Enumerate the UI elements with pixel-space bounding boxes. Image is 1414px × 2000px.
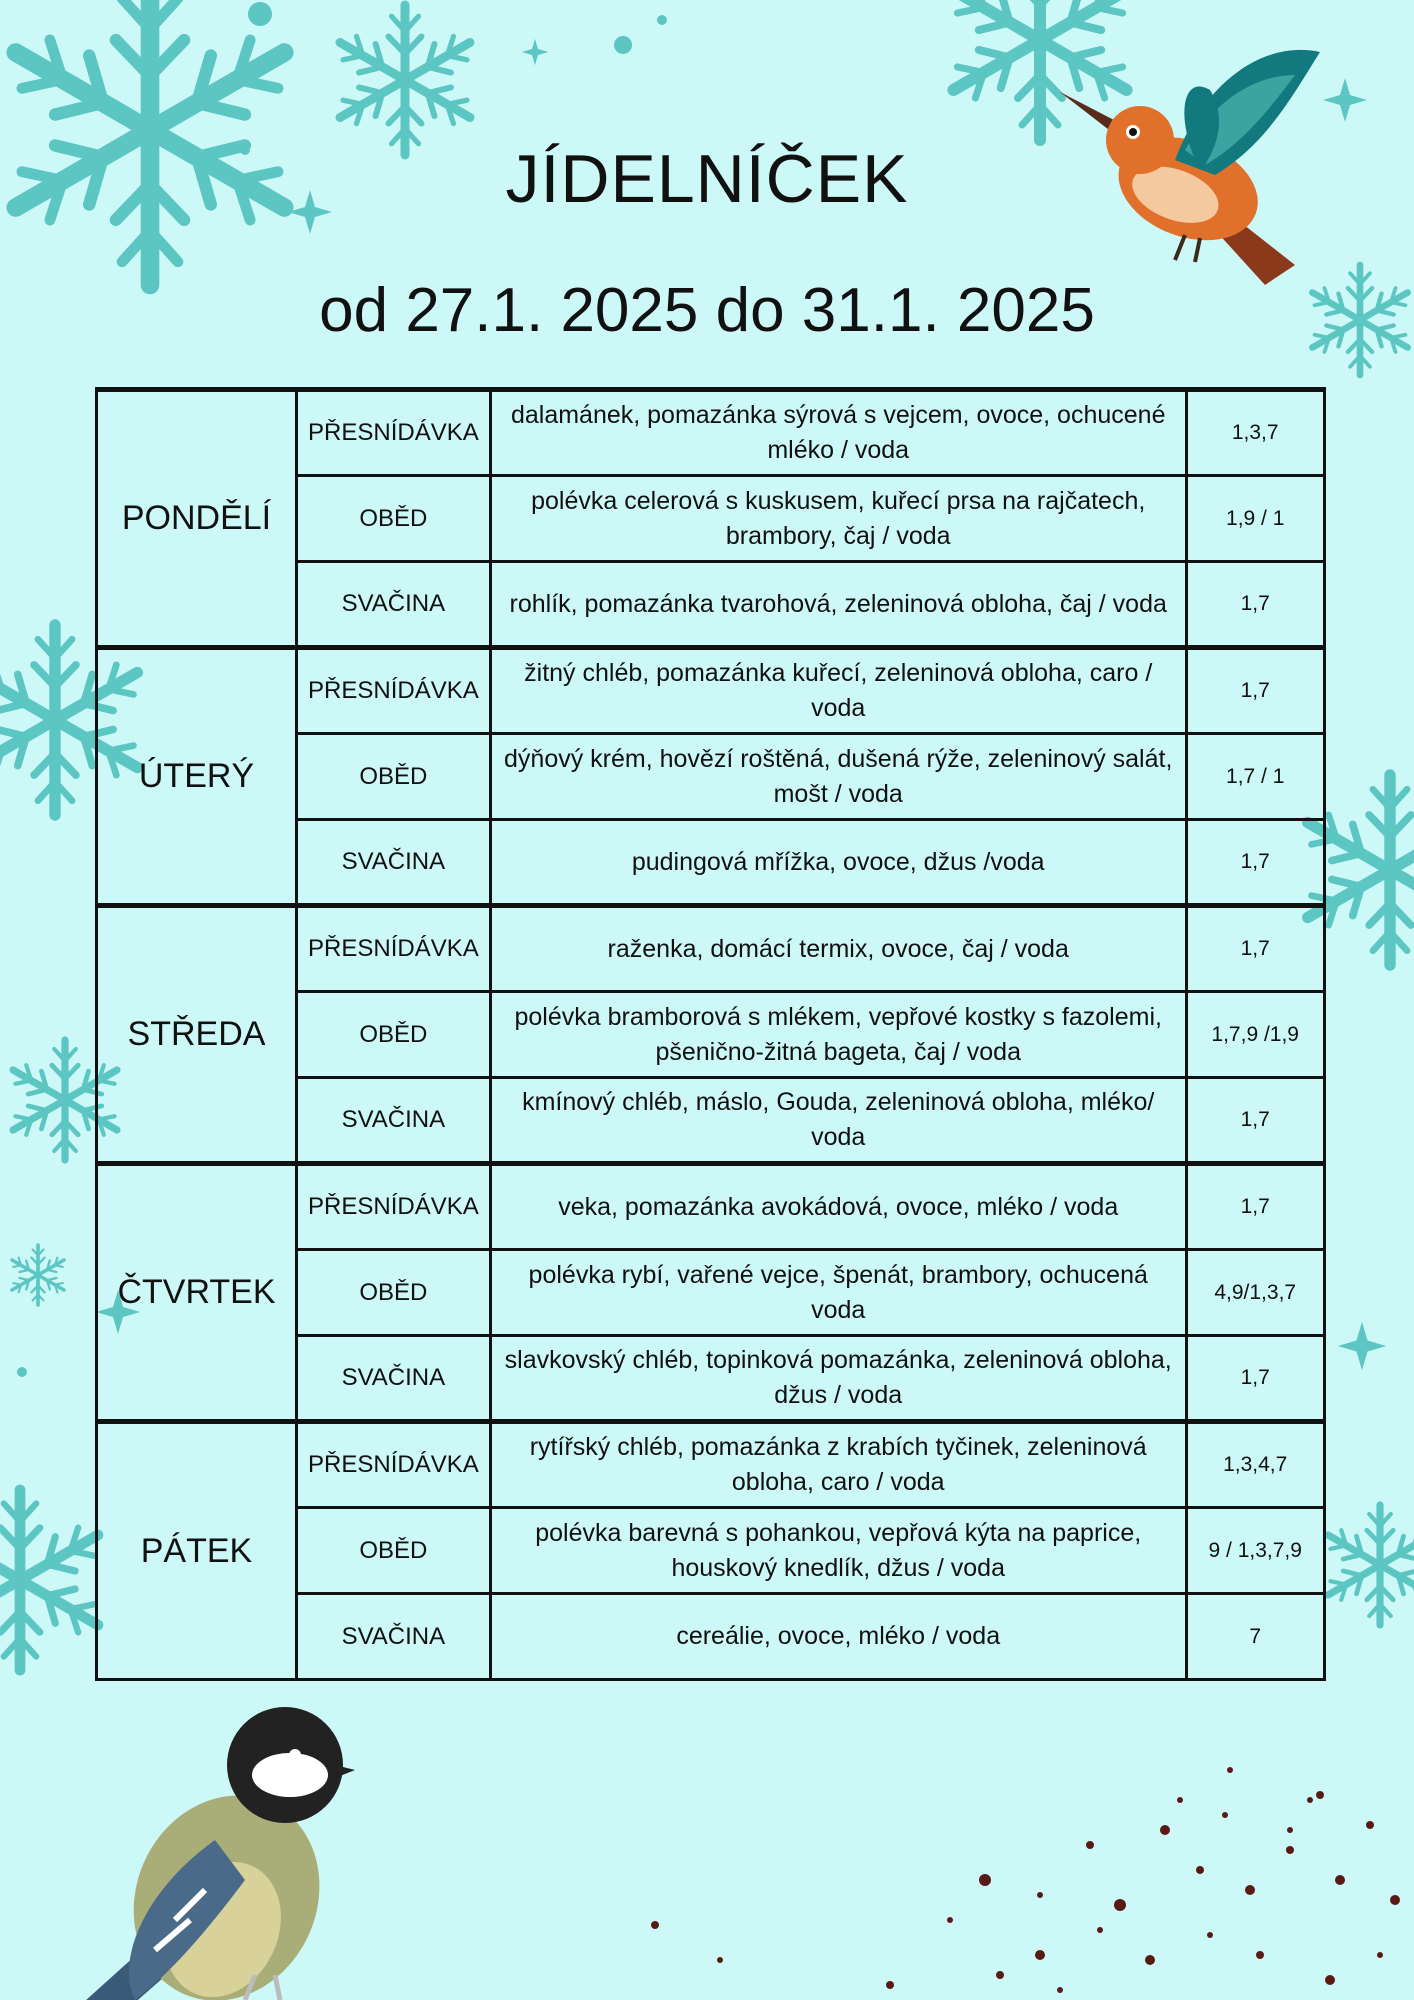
snowflake-icon (1321, 1505, 1414, 1625)
meal-type: PŘESNÍDÁVKA (297, 390, 491, 476)
allergens: 9 / 1,3,7,9 (1186, 1508, 1324, 1594)
sparkle-icon (522, 39, 548, 65)
meal-type: SVAČINA (297, 1078, 491, 1164)
tit-bird-icon (75, 1707, 355, 2000)
meal-description: žitný chléb, pomazánka kuřecí, zeleninová obloha, caro / voda (490, 648, 1186, 734)
meal-type: OBĚD (297, 1508, 491, 1594)
meal-description: raženka, domácí termix, ovoce, čaj / voda (490, 906, 1186, 992)
meal-type: PŘESNÍDÁVKA (297, 1164, 491, 1250)
table-row (97, 1164, 1325, 1250)
meal-type: OBĚD (297, 1250, 491, 1336)
allergens: 1,7 (1186, 906, 1324, 992)
table-row (97, 906, 1325, 992)
day-name: ČTVRTEK (97, 1164, 297, 1422)
sparkle-icon (1323, 78, 1367, 122)
date-range: od 27.1. 2025 do 31.1. 2025 (319, 276, 1095, 345)
allergens: 1,7 (1186, 820, 1324, 906)
allergens: 1,7 / 1 (1186, 734, 1324, 820)
meal-description: kmínový chléb, máslo, Gouda, zeleninová obloha, mléko/ voda (490, 1078, 1186, 1164)
table-row (97, 1422, 1325, 1508)
meal-description: polévka rybí, vařené vejce, špenát, brambory, ochucená voda (490, 1250, 1186, 1336)
meal-type: OBĚD (297, 476, 491, 562)
snowflake-icon (9, 1245, 68, 1305)
allergens: 7 (1186, 1594, 1324, 1680)
allergens: 1,7,9 /1,9 (1186, 992, 1324, 1078)
meal-description: dalamánek, pomazánka sýrová s vejcem, ovoce, ochucené mléko / voda (490, 390, 1186, 476)
allergens: 1,9 / 1 (1186, 476, 1324, 562)
meal-description: polévka bramborová s mlékem, vepřové kostky s fazolemi, pšenično-žitná bageta, čaj / voda (490, 992, 1186, 1078)
meal-description: rohlík, pomazánka tvarohová, zeleninová obloha, čaj / voda (490, 562, 1186, 648)
meal-type: SVAČINA (297, 1594, 491, 1680)
day-name: STŘEDA (97, 906, 297, 1164)
meal-type: PŘESNÍDÁVKA (297, 648, 491, 734)
meal-type: SVAČINA (297, 820, 491, 906)
allergens: 1,7 (1186, 1078, 1324, 1164)
snowflake-icon (0, 1490, 108, 1670)
allergens: 1,7 (1186, 648, 1324, 734)
allergens: 1,3,4,7 (1186, 1422, 1324, 1508)
meal-type: SVAČINA (297, 1336, 491, 1422)
meal-description: pudingová mřížka, ovoce, džus /voda (490, 820, 1186, 906)
meal-type: OBĚD (297, 734, 491, 820)
menu-table (95, 387, 1326, 1681)
allergens: 1,3,7 (1186, 390, 1324, 476)
day-name: PÁTEK (97, 1422, 297, 1680)
snowflake-icon (332, 5, 478, 155)
day-name: ÚTERÝ (97, 648, 297, 906)
table-row (97, 648, 1325, 734)
meal-description: polévka celerová s kuskusem, kuřecí prsa na rajčatech, brambory, čaj / voda (490, 476, 1186, 562)
meal-description: cereálie, ovoce, mléko / voda (490, 1594, 1186, 1680)
meal-description: polévka barevná s pohankou, vepřová kýta na paprice, houskový knedlík, džus / voda (490, 1508, 1186, 1594)
allergens: 4,9/1,3,7 (1186, 1250, 1324, 1336)
allergens: 1,7 (1186, 1336, 1324, 1422)
meal-type: OBĚD (297, 992, 491, 1078)
day-name: PONDĚLÍ (97, 390, 297, 648)
allergens: 1,7 (1186, 1164, 1324, 1250)
meal-type: SVAČINA (297, 562, 491, 648)
meal-type: PŘESNÍDÁVKA (297, 906, 491, 992)
meal-description: veka, pomazánka avokádová, ovoce, mléko / voda (490, 1164, 1186, 1250)
meal-description: rytířský chléb, pomazánka z krabích tyčinek, zeleninová obloha, caro / voda (490, 1422, 1186, 1508)
speckles (651, 1767, 1400, 1993)
meal-description: dýňový krém, hovězí roštěná, dušená rýže, zeleninový salát, mošt / voda (490, 734, 1186, 820)
page-title: JÍDELNÍČEK (505, 141, 909, 217)
allergens: 1,7 (1186, 562, 1324, 648)
meal-type: PŘESNÍDÁVKA (297, 1422, 491, 1508)
meal-description: slavkovský chléb, topinková pomazánka, zeleninová obloha, džus / voda (490, 1336, 1186, 1422)
sparkle-icon (1338, 1322, 1386, 1370)
table-row (97, 390, 1325, 476)
